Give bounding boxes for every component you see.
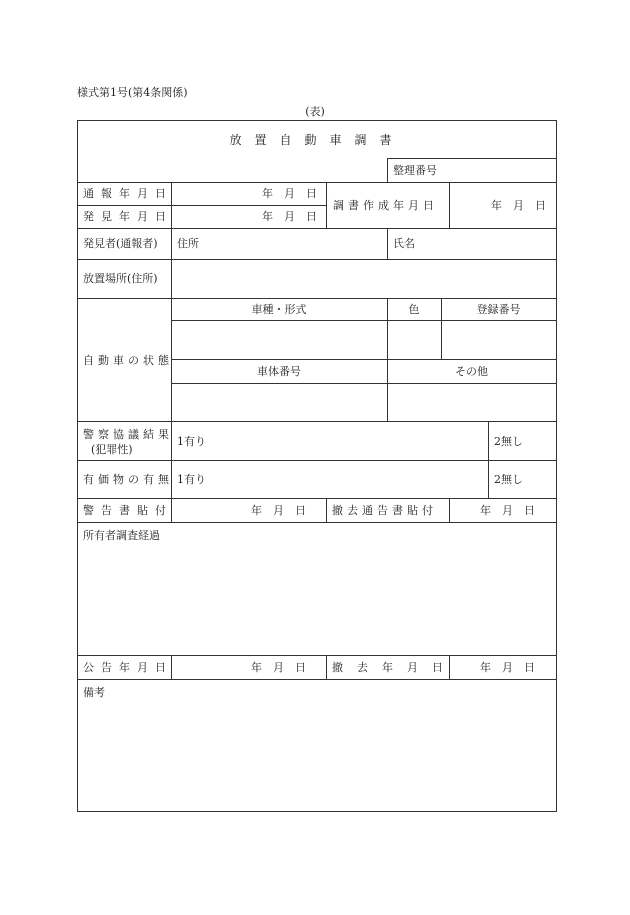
- report-date-label: 通報年月日: [83, 187, 173, 200]
- owner-investigation-label: 所有者調査経過: [83, 529, 160, 542]
- rule: [77, 421, 557, 422]
- removal-notice-label: 撤去通告書貼付: [332, 504, 437, 517]
- rule: [77, 205, 327, 206]
- rule: [77, 298, 557, 299]
- warning-label: 警告書貼付: [83, 504, 173, 517]
- police-result-label: 警察協議結果: [83, 428, 173, 441]
- removal-date-label: 撤去年月日: [332, 661, 457, 674]
- location-field[interactable]: [172, 260, 556, 298]
- rule: [171, 320, 557, 321]
- public-notice-date-value[interactable]: 年 月 日: [251, 661, 306, 674]
- chassis-label: 車体番号: [257, 365, 301, 378]
- rule: [77, 460, 557, 461]
- model-label: 車種・形式: [251, 303, 307, 316]
- valuables-option-yes[interactable]: 1有り: [177, 473, 206, 486]
- rule: [77, 228, 557, 229]
- rule: [77, 182, 557, 183]
- public-notice-label: 公告年月日: [83, 661, 173, 674]
- found-date-label: 発見年月日: [83, 210, 173, 223]
- rule: [77, 655, 557, 656]
- name-label: 氏名: [393, 237, 415, 250]
- rule: [77, 522, 557, 523]
- valuables-option-no[interactable]: 2無し: [494, 473, 523, 486]
- found-date-value[interactable]: 年 月 日: [262, 210, 317, 223]
- other-label: その他: [455, 365, 488, 378]
- removal-date-value[interactable]: 年 月 日: [480, 661, 535, 674]
- removal-notice-date-value[interactable]: 年 月 日: [480, 504, 535, 517]
- rule: [77, 498, 557, 499]
- report-creation-date-label: 調書作成年月日: [333, 199, 438, 212]
- report-date-value[interactable]: 年 月 日: [262, 187, 317, 200]
- location-label: 放置場所(住所): [83, 272, 158, 285]
- form-title: 放置自動車調書: [229, 133, 405, 147]
- rule: [449, 182, 450, 229]
- vehicle-state-label: 自動車の状態: [83, 354, 173, 367]
- rule: [171, 383, 557, 384]
- rule: [171, 359, 557, 360]
- management-no-label: 整理番号: [393, 164, 437, 177]
- remarks-label: 備考: [83, 686, 105, 699]
- warning-date-value[interactable]: 年 月 日: [251, 504, 306, 517]
- valuables-label: 有価物の有無: [83, 473, 173, 486]
- management-no-field[interactable]: [388, 159, 556, 181]
- finder-label: 発見者(通報者): [83, 237, 158, 250]
- police-result-sublabel: (犯罪性): [91, 443, 133, 456]
- rule: [171, 228, 172, 260]
- report-creation-date-value[interactable]: 年 月 日: [491, 199, 546, 212]
- rule: [326, 182, 327, 229]
- frame-top: [77, 120, 557, 121]
- rule: [77, 679, 557, 680]
- rule: [326, 655, 327, 680]
- form-code: 様式第1号(第4条関係): [77, 86, 188, 99]
- color-label: 色: [408, 303, 420, 316]
- address-label: 住所: [177, 237, 199, 250]
- side-label: (表): [305, 105, 325, 118]
- rule: [449, 498, 450, 523]
- police-option-yes[interactable]: 1有り: [177, 435, 206, 448]
- police-option-no[interactable]: 2無し: [494, 435, 523, 448]
- remarks-field[interactable]: [78, 702, 556, 808]
- owner-investigation-field[interactable]: [78, 545, 556, 653]
- rule: [488, 421, 489, 499]
- rule: [387, 228, 388, 260]
- frame-right: [556, 120, 557, 812]
- rule: [326, 498, 327, 523]
- frame-bottom: [77, 811, 557, 812]
- registration-label: 登録番号: [476, 303, 521, 316]
